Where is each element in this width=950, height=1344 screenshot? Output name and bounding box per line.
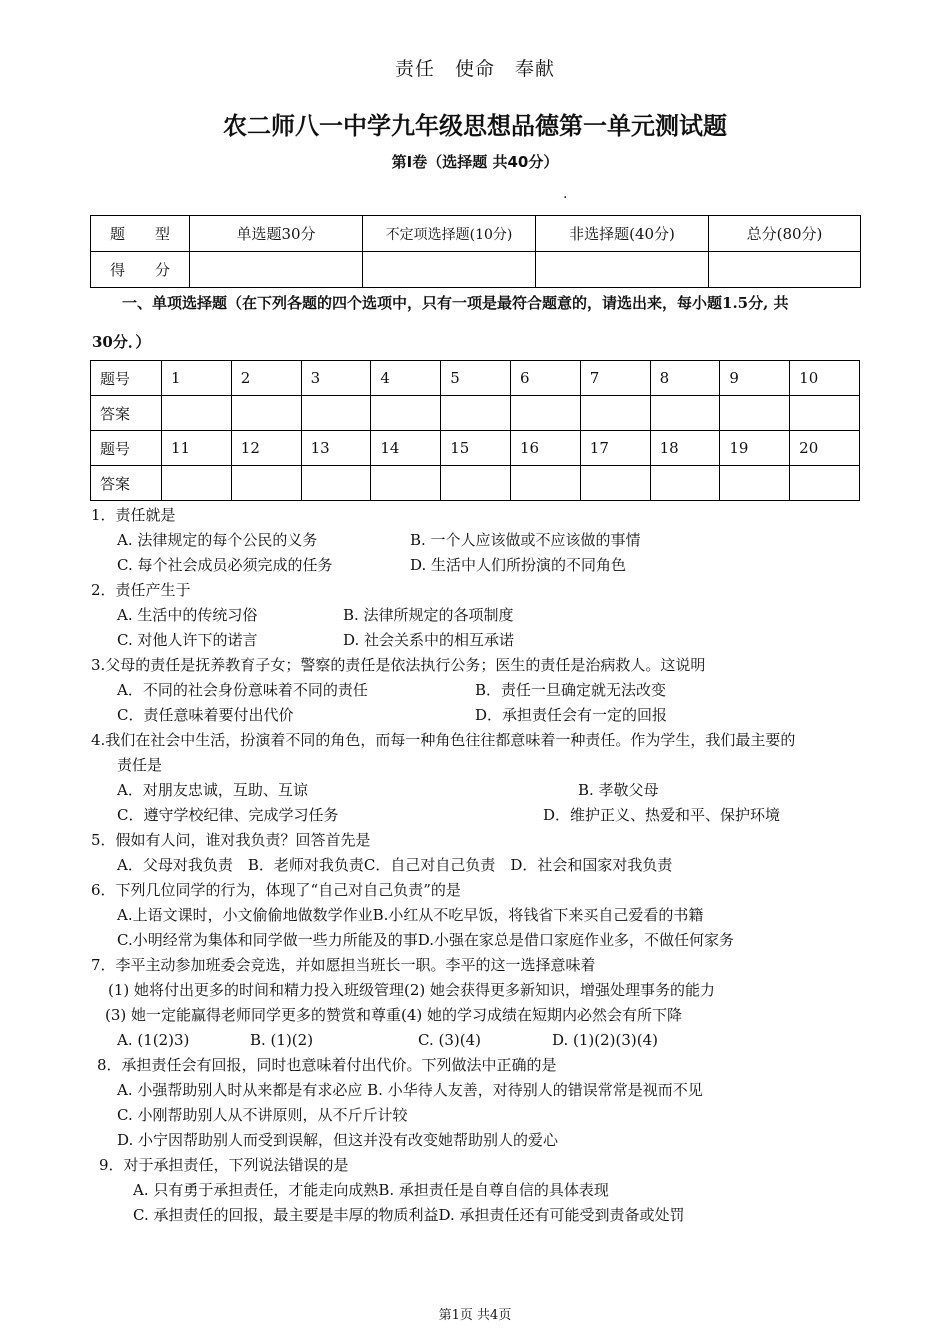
table-row	[91, 466, 860, 501]
num-cell: 9	[720, 361, 790, 396]
question-option: D. 生活中人们所扮演的不同角色	[410, 556, 627, 574]
num-label-cell: 题号	[91, 431, 162, 466]
stray-dot: .	[563, 186, 568, 202]
num-cell: 10	[790, 361, 860, 396]
question-option: A．对朋友忠诚，互助、互谅	[117, 781, 308, 799]
answer-cell[interactable]	[790, 396, 860, 431]
question-option: D. (1)(2)(3)(4)	[552, 1031, 659, 1049]
question-option: A．父母对我负责 B．老师对我负责C．自己对自己负责 D．社会和国家对我负责	[117, 856, 673, 874]
num-cell: 2	[231, 361, 301, 396]
question-stem: 1．责任就是	[91, 506, 176, 524]
answer-cell[interactable]	[371, 396, 441, 431]
answer-cell[interactable]	[720, 396, 790, 431]
score-cell[interactable]	[190, 252, 363, 288]
ans-label-cell: 答案	[91, 466, 162, 501]
question-option: B. 法律所规定的各项制度	[343, 606, 514, 624]
question-option: C. 承担责任的回报，最主要是丰厚的物质利益D. 承担责任还有可能受到责备或处罚	[133, 1206, 685, 1224]
question-option: D. 社会关系中的相互承诺	[343, 631, 515, 649]
question-option: C. 每个社会成员必须完成的任务	[117, 556, 333, 574]
score-header-cell: 单选题30分	[190, 216, 363, 252]
question-option: A. 生活中的传统习俗	[117, 606, 258, 624]
num-cell: 1	[162, 361, 232, 396]
ans-label-cell: 答案	[91, 396, 162, 431]
table-row	[91, 396, 860, 431]
num-cell: 14	[371, 431, 441, 466]
answer-cell[interactable]	[162, 396, 232, 431]
question-statement: (1) 她将付出更多的时间和精力投入班级管理(2) 她会获得更多新知识，增强处理事务的能力	[108, 981, 716, 999]
question-option: B．责任一旦确定就无法改变	[475, 681, 667, 699]
score-header-cell: 非选择题(40分)	[536, 216, 709, 252]
answer-cell[interactable]	[441, 396, 511, 431]
page-footer: 第1页 共4页	[438, 1308, 512, 1323]
num-cell: 12	[231, 431, 301, 466]
answer-cell[interactable]	[371, 466, 441, 501]
motto: 责任 使命 奉献	[394, 58, 555, 80]
question-option: A. 只有勇于承担责任，才能走向成熟B. 承担责任是自尊自信的具体表现	[133, 1181, 609, 1199]
question-option: D．维护正义、热爱和平、保护环境	[543, 806, 781, 824]
score-cell[interactable]	[536, 252, 709, 288]
answer-cell[interactable]	[441, 466, 511, 501]
answer-cell[interactable]	[510, 466, 580, 501]
answer-cell[interactable]	[580, 396, 650, 431]
score-header-row	[91, 216, 861, 252]
question-stem: 7．李平主动参加班委会竞选，并如愿担当班长一职。李平的这一选择意味着	[91, 956, 596, 974]
question-stem: 5．假如有人问，谁对我负责？回答首先是	[91, 831, 371, 849]
score-cell[interactable]	[709, 252, 861, 288]
question-option: C.小明经常为集体和同学做一些力所能及的事D.小强在家总是借口家庭作业多，不做任何家务	[117, 931, 734, 949]
section-1-heading: 一、单项选择题（在下列各题的四个选项中，只有一项是最符合题意的，请选出来，每小题1.5分, 共	[122, 294, 789, 312]
answer-cell[interactable]	[162, 466, 232, 501]
answer-cell[interactable]	[580, 466, 650, 501]
question-option: C. 对他人许下的诺言	[117, 631, 258, 649]
score-label-cell: 得 分	[91, 252, 190, 288]
num-cell: 8	[650, 361, 720, 396]
answer-cell[interactable]	[720, 466, 790, 501]
question-option: C. (3)(4)	[418, 1031, 481, 1049]
num-cell: 18	[650, 431, 720, 466]
num-cell: 11	[162, 431, 232, 466]
question-option: A.上语文课时，小文偷偷地做数学作业B.小红从不吃早饭，将钱省下来买自己爱看的书籍	[117, 906, 704, 924]
question-option: B. 一个人应该做或不应该做的事情	[410, 531, 641, 549]
score-header-cell: 不定项选择题(10分)	[363, 216, 536, 252]
num-cell: 7	[580, 361, 650, 396]
question-option: A．不同的社会身份意味着不同的责任	[117, 681, 368, 699]
question-option: D. 小宁因帮助别人而受到误解，但这并没有改变她帮助别人的爱心	[117, 1131, 559, 1149]
answer-cell[interactable]	[650, 466, 720, 501]
answer-cell[interactable]	[510, 396, 580, 431]
question-stem: 8．承担责任会有回报，同时也意味着付出代价。下列做法中正确的是	[97, 1056, 557, 1074]
question-stem: 4.我们在社会中生活，扮演着不同的角色，而每一种角色往往都意味着一种责任。作为学生，我们最主要的	[91, 731, 796, 749]
num-cell: 15	[441, 431, 511, 466]
num-cell: 4	[371, 361, 441, 396]
answer-table	[90, 360, 860, 501]
question-stem: 9．对于承担责任，下列说法错误的是	[99, 1156, 349, 1174]
question-option: A. 小强帮助别人时从来都是有求必应 B. 小华待人友善，对待别人的错误常常是视而不见	[117, 1081, 703, 1099]
num-cell: 5	[441, 361, 511, 396]
num-cell: 6	[510, 361, 580, 396]
page-title: 农二师八一中学九年级思想品德第一单元测试题	[223, 112, 727, 140]
question-stem: 6．下列几位同学的行为，体现了“自己对自己负责”的是	[91, 881, 461, 899]
num-cell: 3	[301, 361, 371, 396]
section-1-heading-cont: 30分．）	[92, 333, 151, 351]
answer-cell[interactable]	[790, 466, 860, 501]
question-option: B. 孝敬父母	[578, 781, 659, 799]
table-row	[91, 431, 860, 466]
score-table	[90, 215, 861, 288]
question-option: B. (1)(2)	[250, 1031, 314, 1049]
question-stem: 3.父母的责任是抚养教育子女；警察的责任是依法执行公务；医生的责任是治病救人。这说明	[91, 656, 706, 674]
table-row	[91, 361, 860, 396]
score-header-cell: 总分(80分)	[709, 216, 861, 252]
score-header-cell: 题 型	[91, 216, 190, 252]
answer-cell[interactable]	[650, 396, 720, 431]
num-cell: 16	[510, 431, 580, 466]
answer-cell[interactable]	[301, 396, 371, 431]
question-option: D．承担责任会有一定的回报	[475, 706, 668, 724]
answer-cell[interactable]	[301, 466, 371, 501]
score-cell[interactable]	[363, 252, 536, 288]
question-stem: 2．责任产生于	[91, 581, 191, 599]
score-value-row	[91, 252, 861, 288]
question-stem-cont: 责任是	[117, 756, 163, 774]
num-cell: 13	[301, 431, 371, 466]
question-option: A. (1(2)3)	[117, 1031, 190, 1049]
question-option: C．责任意味着要付出代价	[117, 706, 294, 724]
section-subtitle: 第Ⅰ卷（选择题 共40分）	[391, 153, 559, 171]
num-label-cell: 题号	[91, 361, 162, 396]
question-option: C. 小刚帮助别人从不讲原则，从不斤斤计较	[117, 1106, 408, 1124]
num-cell: 19	[720, 431, 790, 466]
question-option: C．遵守学校纪律、完成学习任务	[117, 806, 339, 824]
question-statement: (3) 她一定能赢得老师同学更多的赞赏和尊重(4) 她的学习成绩在短期内必然会有所下降	[105, 1006, 683, 1024]
question-option: A. 法律规定的每个公民的义务	[117, 531, 318, 549]
answer-cell[interactable]	[231, 396, 301, 431]
num-cell: 20	[790, 431, 860, 466]
num-cell: 17	[580, 431, 650, 466]
answer-cell[interactable]	[231, 466, 301, 501]
